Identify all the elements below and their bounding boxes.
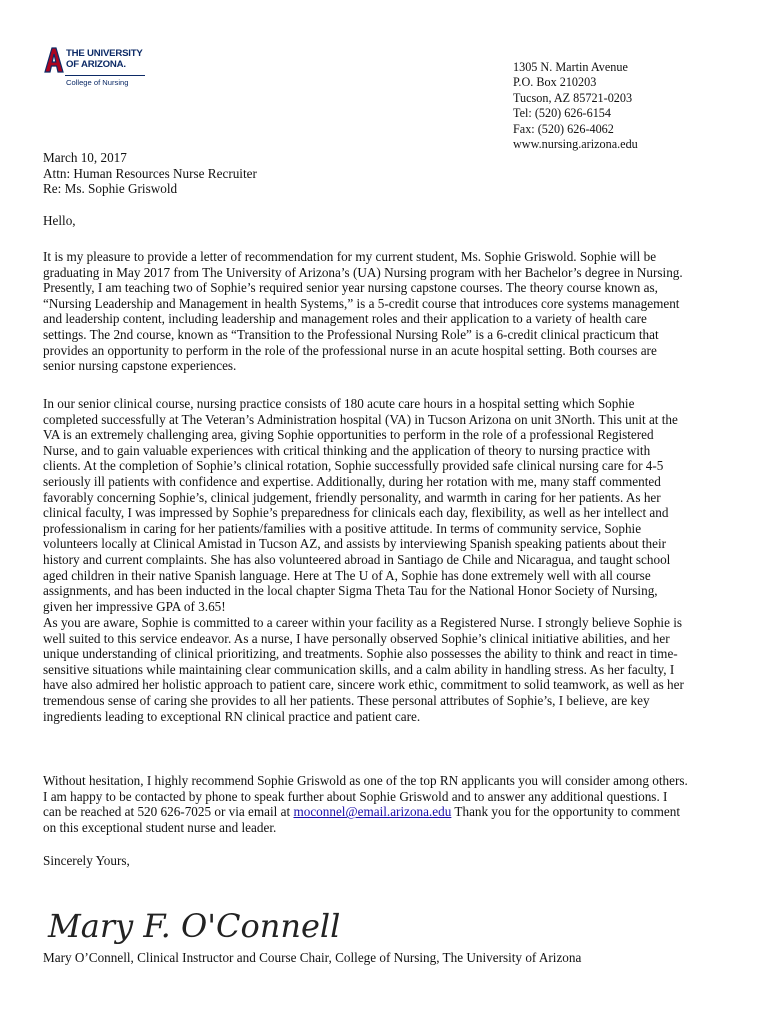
letter-header — [43, 150, 257, 197]
paragraph-1-line: settings. The 2nd course, known as “Transition to the Professional Nursing Role” is a 6-credit clinical practicum that — [43, 326, 659, 342]
university-logo — [43, 46, 163, 91]
paragraph-4-line: I am happy to be contacted by phone to speak further about Sophie Griswold and to answer any additional questions. I — [43, 788, 668, 804]
paragraph-2-line: given her impressive GPA of 3.65! — [43, 598, 226, 614]
paragraph-2-line: history and current complaints. She has also volunteered abroad in Santiago de Chile and Nicaragua, and taught school — [43, 551, 671, 567]
paragraph-3-line: well suited to this service endeavor. As a nurse, I have personally observed Sophie’s clinical initiative abilities, and her — [43, 630, 670, 646]
paragraph-1-line: provides an opportunity to perform in the role of the professional nurse in an acute hospital setting. Both courses are — [43, 342, 657, 358]
signature-text: Mary F. O'Connell — [48, 907, 341, 945]
paragraph-3 — [43, 615, 723, 724]
college-name: College of Nursing — [66, 78, 129, 87]
paragraph-2-line: clients. At the completion of Sophie’s clinical rotation, Sophie successfully provided safe clinical nursing care for 4-5 — [43, 458, 664, 474]
paragraph-4-line: can be reached at 520 626-7025 or via email at moconnel@email.arizona.edu Thank you for the opportunity to comment — [43, 804, 681, 820]
university-name: THE UNIVERSITY OF ARIZONA. — [66, 48, 143, 70]
paragraph-3-line: tremendous sense of caring she provides to all her patients. These personal attributes of Sophie’s, I believe, are key — [43, 692, 650, 708]
paragraph-2-line: clinical faculty, I was impressed by Sophie’s preparedness for clinicals each day, flexibility, as well as her intellect and — [43, 505, 669, 521]
letter-date: March 10, 2017 — [43, 150, 127, 165]
address-tel: Tel: (520) 626-6154 — [513, 106, 611, 121]
address-city: Tucson, AZ 85721-0203 — [513, 90, 633, 105]
arizona-a-icon — [43, 46, 65, 74]
address-pobox: P.O. Box 210203 — [513, 75, 597, 90]
paragraph-3-line: ingredients leading to exceptional RN clinical practice and patient care. — [43, 708, 421, 724]
paragraph-2-line: VA is an extremely challenging area, giving Sophie opportunities to perform in the role of a professional Registered — [43, 427, 654, 443]
paragraph-1-line: graduating in May 2017 from The University of Arizona’s (UA) Nursing program with her Bachelor’s degree in Nursing. — [43, 264, 683, 280]
paragraph-3-line: have also admired her holistic approach to patient care, sincere work ethic, commitment to solid teamwork, as well as her — [43, 677, 684, 693]
paragraph-1-line: and leadership content, including leadership and management roles and their application to a variety of health care — [43, 311, 647, 327]
letter-attn: Attn: Human Resources Nurse Recruiter — [43, 165, 257, 181]
paragraph-2-line: aged children in their native Spanish language. Here at The U of A, Sophie has done extremely well with all course — [43, 567, 651, 583]
paragraph-2 — [43, 396, 723, 614]
paragraph-3-line: unique understanding of clinical prioritizing, and treatments. Sophie also possesses the ability to think and react in time- — [43, 646, 678, 662]
paragraph-4 — [43, 773, 723, 835]
address-website: www.nursing.arizona.edu — [513, 136, 638, 151]
email-link[interactable]: moconnel@email.arizona.edu — [293, 804, 452, 820]
paragraph-2-line: completed successfully at The Veteran’s Administration hospital (VA) in Tucson Arizona on unit 3North. This unit at the — [43, 411, 678, 427]
address-fax: Fax: (520) 626-4062 — [513, 121, 614, 136]
paragraph-3-line: As you are aware, Sophie is committed to a career within your facility as a Registered Nurse. I strongly believe Sophie is — [43, 615, 683, 630]
paragraph-3-line: sensitive situations while maintaining clear communication skills, and a calm ability in handling stress. As her faculty, I — [43, 661, 675, 677]
address-street: 1305 N. Martin Avenue — [513, 60, 628, 74]
signer-name: Mary O’Connell, Clinical Instructor and Course Chair, College of Nursing, The University of Arizona — [43, 950, 582, 965]
paragraph-2-line: professionalism in caring for her patients/families with a positive attitude. In terms of community service, Sophie — [43, 520, 642, 536]
paragraph-1-line: It is my pleasure to provide a letter of recommendation for my current student, Ms. Sophie Griswold. Sophie will be — [43, 249, 657, 264]
paragraph-2-line: favorably concerning Sophie’s, clinical judgement, friendly personality, and warmth in caring for her patients. As her — [43, 489, 661, 505]
signature — [46, 895, 341, 955]
paragraph-2-line: seriously ill patients with confidence and expertise. Additionally, during her rotation with me, many staff commented — [43, 473, 661, 489]
closing: Sincerely Yours, — [43, 853, 130, 868]
greeting: Hello, — [43, 213, 76, 228]
logo-divider — [65, 75, 145, 76]
paragraph-1-line: Presently, I am teaching two of Sophie’s required senior year nursing capstone courses. The theory course known as, — [43, 280, 658, 296]
paragraph-1-line: senior nursing capstone experiences. — [43, 358, 237, 374]
return-address — [513, 60, 638, 152]
paragraph-2-line: volunteers locally at Clinical Amistad in Tucson AZ, and assists by interviewing Spanish speaking patients about their — [43, 536, 667, 552]
paragraph-1 — [43, 249, 723, 374]
paragraph-2-line: In our senior clinical course, nursing practice consists of 180 acute care hours in a hospital setting which Sophie — [43, 396, 635, 411]
paragraph-4-line: on this exceptional student nurse and leader. — [43, 819, 277, 835]
paragraph-2-line: Nurse, and to gain valuable experiences with critical thinking and the application of theory to nursing practice with — [43, 442, 651, 458]
paragraph-4-line: Without hesitation, I highly recommend Sophie Griswold as one of the top RN applicants you will consider among others. — [43, 773, 688, 788]
paragraph-1-line: “Nursing Leadership and Management in health Systems,” is a 5-credit course that introduces core systems management — [43, 295, 680, 311]
paragraph-2-line: assignments, and has been inducted in the local chapter Sigma Theta Tau for the National Honor Society of Nursing, — [43, 583, 658, 599]
letter-re: Re: Ms. Sophie Griswold — [43, 181, 178, 197]
